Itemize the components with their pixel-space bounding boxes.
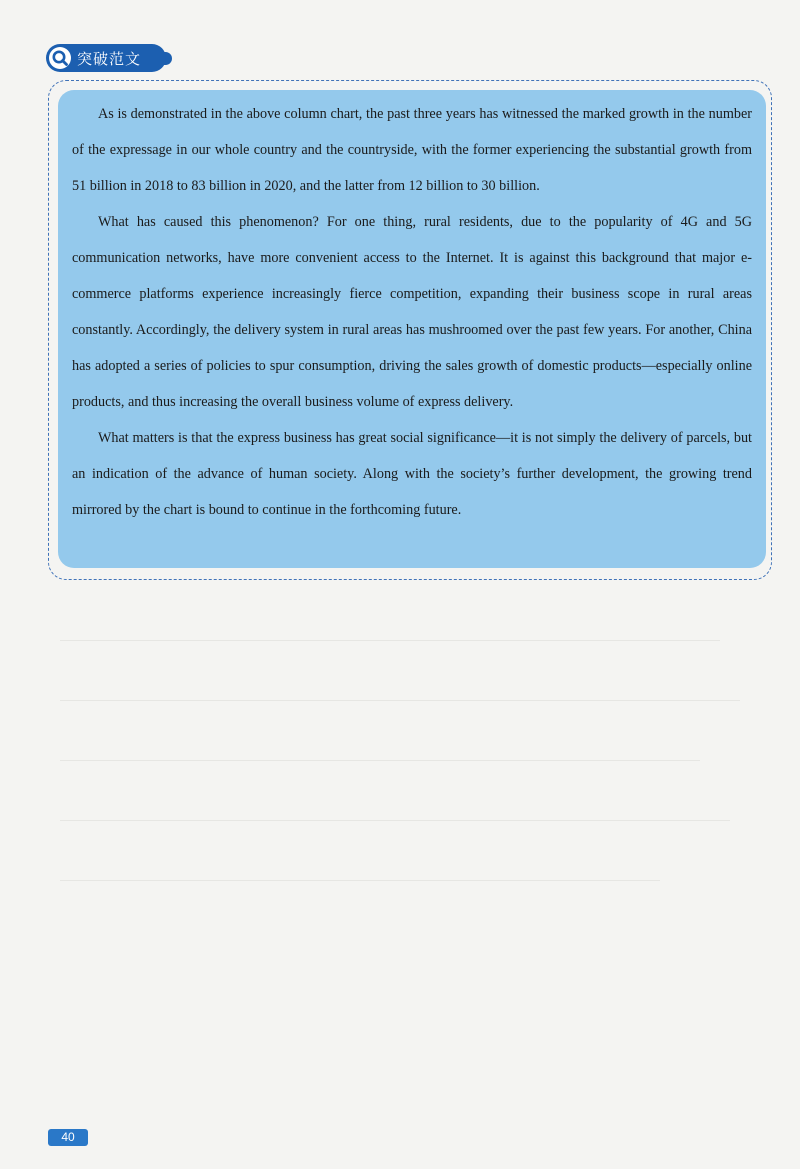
essay-paragraph: As is demonstrated in the above column chart, the past three years has witnessed the marked growth in the number of the expressage in our whole country and the countryside, with the former experiencing the substantial growth from 51 billion in 2018 to 83 billion in 2020, and the latter from 12 billion to 30 billion. xyxy=(72,106,752,194)
essay-paragraph: What has caused this phenomenon? For one thing, rural residents, due to the popularity of 4G and 5G communication networks, have more convenient access to the Internet. It is against this background that major e-commerce platforms experience increasingly fierce competition, expanding their business scope in rural areas constantly. Accordingly, the delivery system in rural areas has mushroomed over the past few years. For another, China has adopted a series of policies to spur consumption, driving the sales growth of domestic products—especially online products, and thus increasing the overall business volume of express delivery. xyxy=(72,214,752,410)
bleed-through-line xyxy=(60,700,740,701)
page-number: 40 xyxy=(48,1129,88,1146)
bleed-through-line xyxy=(60,820,730,821)
bleed-through-line xyxy=(60,760,700,761)
bleed-through-line xyxy=(60,880,660,881)
essay-box xyxy=(58,90,766,568)
essay-paragraph: What matters is that the express business has great social significance—it is not simply the delivery of parcels, but an indication of the advance of human society. Along with the society’s further development, the growing trend mirrored by the chart is bound to continue in the forthcoming future. xyxy=(72,430,752,518)
bleed-through-line xyxy=(60,640,720,641)
search-magnifier-icon xyxy=(47,45,73,71)
section-title: 突破范文 xyxy=(77,49,142,68)
section-tag xyxy=(46,44,166,72)
